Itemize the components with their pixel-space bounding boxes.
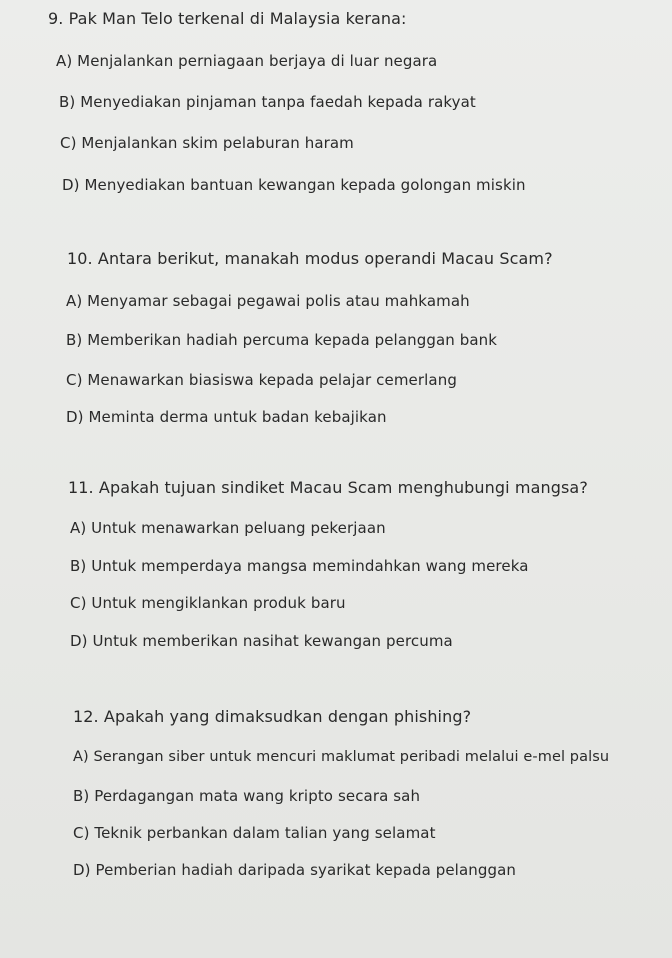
option-c: C) Teknik perbankan dalam talian yang selamat [73,824,436,842]
option-c: C) Menawarkan biasiswa kepada pelajar cemerlang [66,371,457,389]
option-b: B) Untuk memperdaya mangsa memindahkan wang mereka [70,557,529,575]
option-d: D) Menyediakan bantuan kewangan kepada golongan miskin [62,176,526,194]
question-stem: 11. Apakah tujuan sindiket Macau Scam menghubungi mangsa? [68,478,588,497]
option-a: A) Serangan siber untuk mencuri maklumat peribadi melalui e-mel palsu [73,749,610,765]
question-stem: 10. Antara berikut, manakah modus operandi Macau Scam? [67,249,553,268]
option-b: B) Menyediakan pinjaman tanpa faedah kepada rakyat [59,93,476,111]
option-b: B) Perdagangan mata wang kripto secara sah [73,787,421,805]
option-d: D) Meminta derma untuk badan kebajikan [66,408,387,426]
option-b: B) Memberikan hadiah percuma kepada pelanggan bank [66,331,498,349]
option-c: C) Menjalankan skim pelaburan haram [60,134,354,152]
option-d: D) Pemberian hadiah daripada syarikat kepada pelanggan [73,861,516,879]
option-c: C) Untuk mengiklankan produk baru [70,594,346,612]
option-a: A) Untuk menawarkan peluang pekerjaan [70,519,386,537]
question-stem: 9. Pak Man Telo terkenal di Malaysia kerana: [48,9,407,28]
option-d: D) Untuk memberikan nasihat kewangan percuma [70,632,453,650]
question-stem: 12. Apakah yang dimaksudkan dengan phishing? [73,707,472,726]
option-a: A) Menyamar sebagai pegawai polis atau mahkamah [66,292,470,310]
option-a: A) Menjalankan perniagaan berjaya di luar negara [56,52,438,70]
